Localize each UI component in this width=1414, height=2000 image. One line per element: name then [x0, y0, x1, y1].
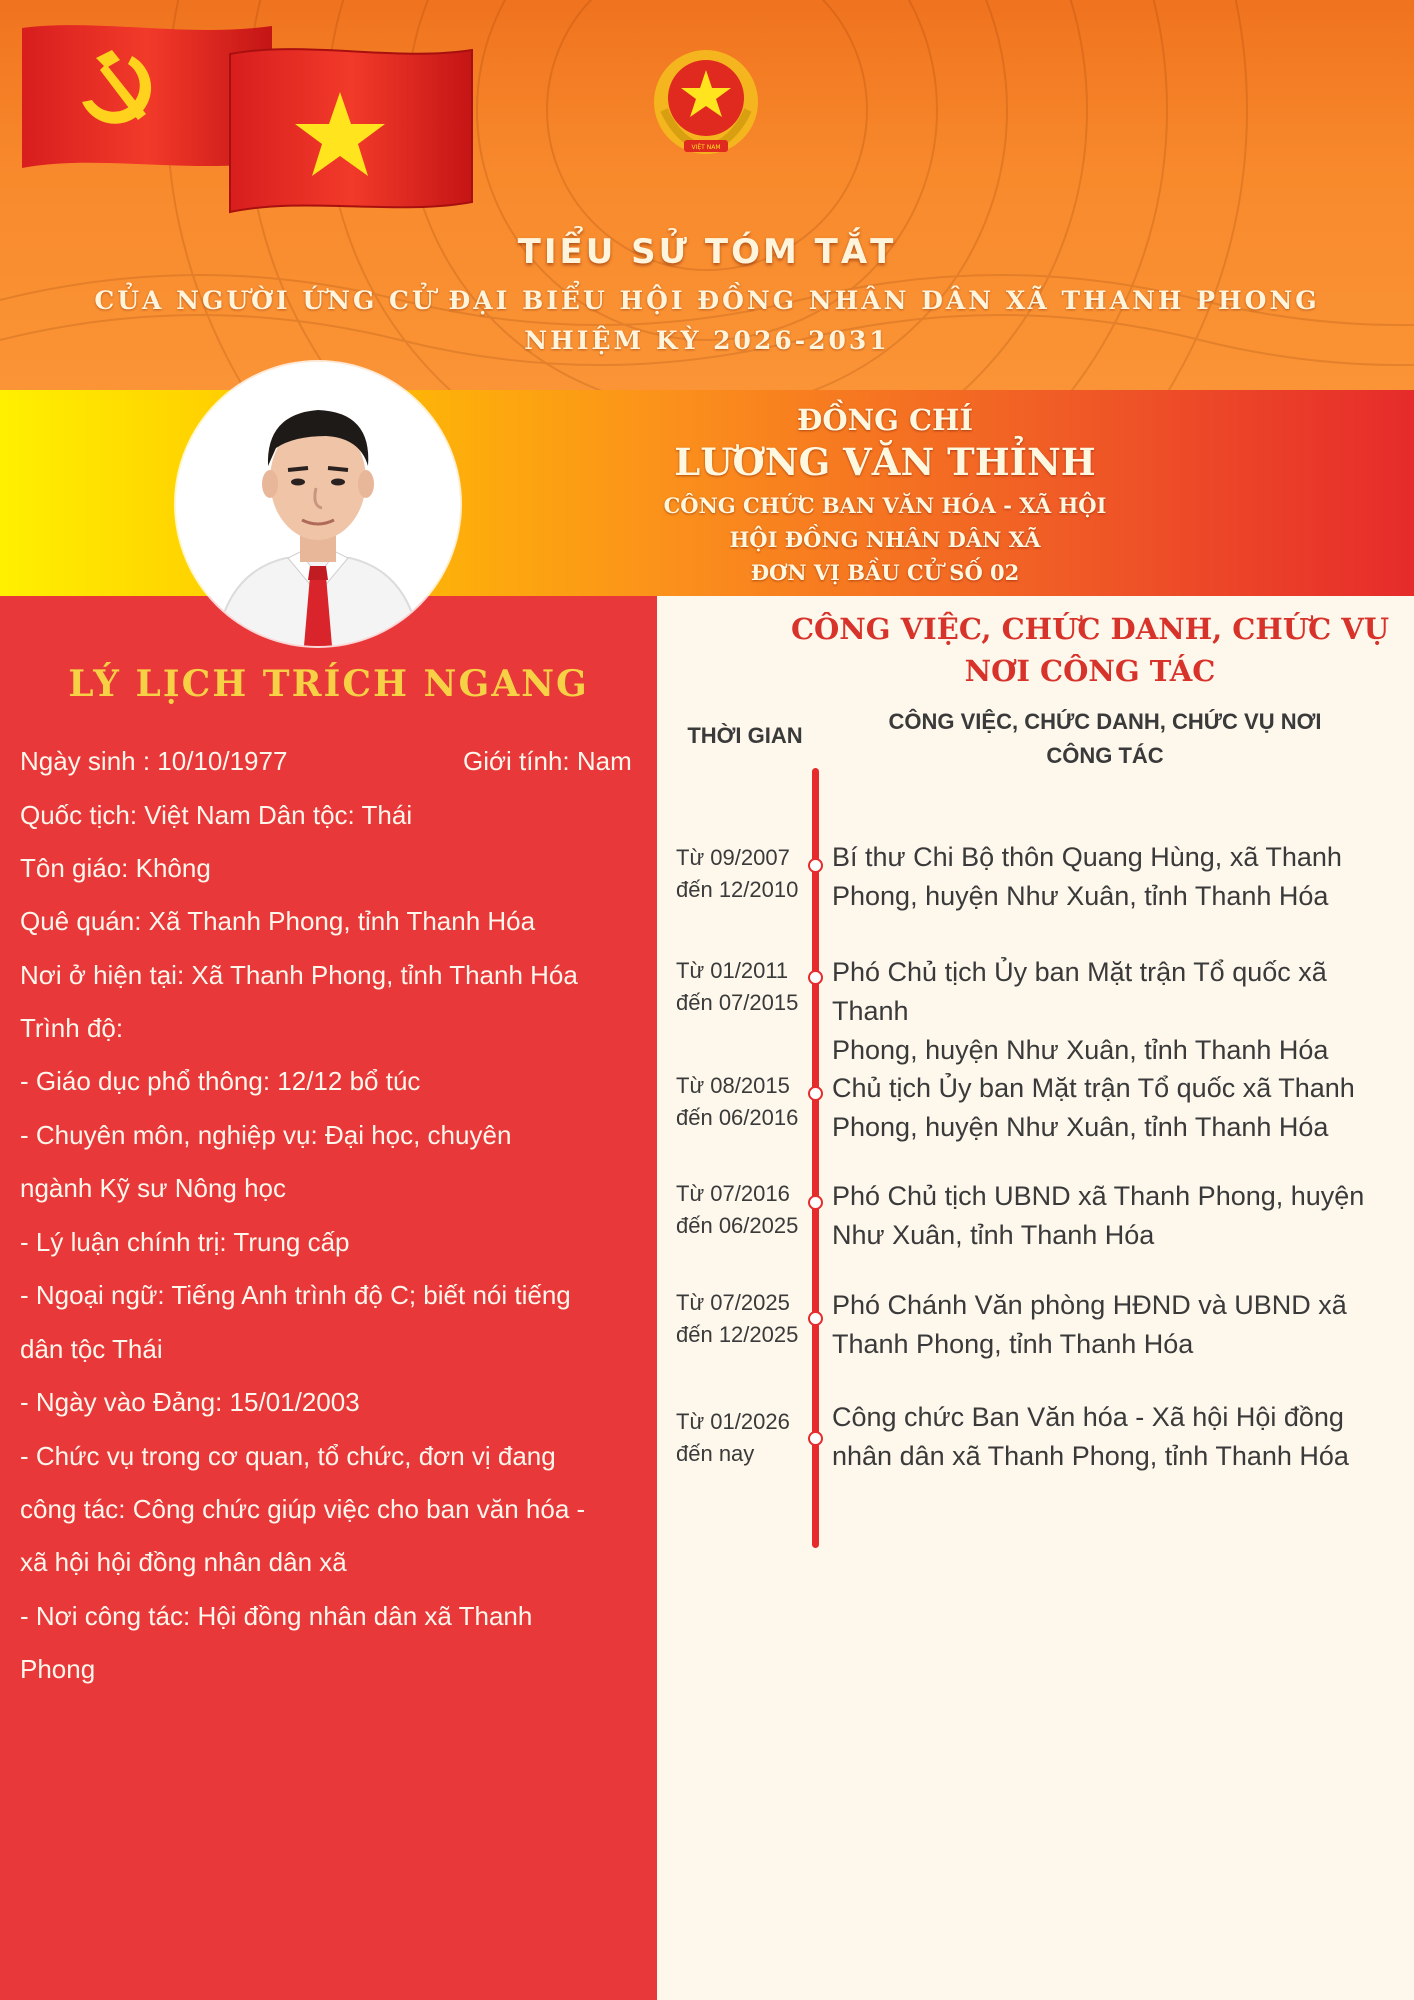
timeline-job [832, 1286, 1402, 1364]
date-to: đến 06/2025 [676, 1213, 799, 1238]
timeline-job [832, 1398, 1402, 1476]
info-line: công tác: Công chức giúp việc cho ban văn hóa - [20, 1494, 586, 1524]
info-line: xã hội hội đồng nhân dân xã [20, 1547, 347, 1577]
position-line: HỘI ĐỒNG NHÂN DÂN XÃ [729, 527, 1041, 552]
position-line: CÔNG CHỨC BAN VĂN HÓA - XÃ HỘI [663, 493, 1107, 518]
column-header-time: THỜI GIAN [687, 723, 803, 748]
career-heading: NƠI CÔNG TÁC [964, 654, 1216, 688]
date-from: Từ 01/2011 [676, 958, 789, 983]
timeline-dot [808, 1311, 823, 1326]
timeline-date [676, 1287, 810, 1351]
document-subtitle: CỦA NGƯỜI ỨNG CỬ ĐẠI BIỂU HỘI ĐỒNG NHÂN DÂN XÃ THANH PHONG [94, 286, 1320, 315]
info-line: - Ngày vào Đảng: 15/01/2003 [20, 1387, 360, 1417]
timeline-dot [808, 1431, 823, 1446]
career-heading: CÔNG VIỆC, CHỨC DANH, CHỨC VỤ [790, 612, 1390, 646]
info-line: ngành Kỹ sư Nông học [20, 1173, 287, 1203]
national-emblem-icon [650, 48, 762, 160]
info-line: dân tộc Thái [20, 1334, 163, 1364]
date-from: Từ 07/2025 [676, 1290, 790, 1315]
date-to: đến 12/2010 [676, 877, 799, 902]
job-line: Phong, huyện Như Xuân, tỉnh Thanh Hóa [832, 881, 1329, 911]
timeline-date [676, 955, 810, 1019]
info-line: Phong [20, 1654, 96, 1684]
date-from: Từ 09/2007 [676, 845, 790, 870]
timeline-dot [808, 1195, 823, 1210]
timeline-dot [808, 858, 823, 873]
column-header-job-line: CÔNG VIỆC, CHỨC DANH, CHỨC VỤ NƠI [888, 709, 1322, 734]
timeline-date [676, 1070, 810, 1134]
profile-heading: LÝ LỊCH TRÍCH NGANG [68, 663, 589, 705]
gender: Giới tính: Nam [463, 746, 632, 776]
header-banner [0, 0, 1414, 390]
birth-date: Ngày sinh : 10/10/1977 [20, 746, 288, 776]
timeline-dot [808, 970, 823, 985]
date-to: đến 12/2025 [676, 1322, 799, 1347]
timeline-job [832, 1069, 1402, 1147]
emblem-text: VIỆT NAM [691, 144, 721, 151]
vietnam-flag-icon [226, 40, 476, 220]
timeline-date [676, 842, 810, 906]
job-line: nhân dân xã Thanh Phong, tỉnh Thanh Hóa [832, 1441, 1349, 1471]
job-line: Phó Chánh Văn phòng HĐND và UBND xã [832, 1290, 1347, 1320]
job-line: Phong, huyện Như Xuân, tỉnh Thanh Hóa [832, 1112, 1329, 1142]
term-label: NHIỆM KỲ 2026-2031 [524, 326, 890, 355]
portrait-image [176, 362, 460, 646]
info-line: - Lý luận chính trị: Trung cấp [20, 1227, 350, 1257]
job-line: Phó Chủ tịch UBND xã Thanh Phong, huyện [832, 1181, 1365, 1211]
info-line: - Nơi công tác: Hội đồng nhân dân xã Thanh [20, 1601, 533, 1631]
date-to: đến 07/2015 [676, 990, 799, 1015]
info-line: - Ngoại ngữ: Tiếng Anh trình độ C; biết nói tiếng [20, 1280, 571, 1310]
column-header-job-line: CÔNG TÁC [1046, 743, 1164, 768]
timeline-job [832, 1177, 1402, 1255]
info-line: - Giáo dục phổ thông: 12/12 bổ túc [20, 1066, 421, 1096]
info-line: Tôn giáo: Không [20, 853, 211, 883]
job-line: Bí thư Chi Bộ thôn Quang Hùng, xã Thanh [832, 842, 1342, 872]
timeline-date [676, 1178, 810, 1242]
timeline-job [832, 953, 1402, 1070]
info-line: Trình độ: [20, 1013, 124, 1043]
timeline-job [832, 838, 1402, 916]
job-line: Phong, huyện Như Xuân, tỉnh Thanh Hóa [832, 1035, 1329, 1065]
timeline-date [676, 1406, 810, 1470]
timeline-dot [808, 1086, 823, 1101]
date-from: Từ 08/2015 [676, 1073, 790, 1098]
info-line: - Chuyên môn, nghiệp vụ: Đại học, chuyên [20, 1120, 512, 1150]
column-header-job [860, 705, 1350, 773]
date-from: Từ 07/2016 [676, 1181, 790, 1206]
date-to: đến 06/2016 [676, 1105, 799, 1130]
candidate-portrait [176, 362, 460, 646]
job-line: Như Xuân, tỉnh Thanh Hóa [832, 1220, 1155, 1250]
info-line: - Chức vụ trong cơ quan, tổ chức, đơn vị đang [20, 1441, 556, 1471]
candidate-name: LƯƠNG VĂN THỈNH [674, 440, 1096, 484]
job-line: Chủ tịch Ủy ban Mặt trận Tổ quốc xã Thanh [832, 1073, 1355, 1103]
salutation-label: ĐỒNG CHÍ [796, 403, 974, 437]
date-to: đến nay [676, 1441, 755, 1466]
info-line: Quê quán: Xã Thanh Phong, tỉnh Thanh Hóa [20, 906, 536, 936]
info-line: Quốc tịch: Việt Nam Dân tộc: Thái [20, 800, 413, 830]
document-title: TIỂU SỬ TÓM TẮT [517, 232, 897, 272]
date-from: Từ 01/2026 [676, 1409, 790, 1434]
position-line: ĐƠN VỊ BẦU CỬ SỐ 02 [750, 560, 1020, 585]
info-line: Nơi ở hiện tại: Xã Thanh Phong, tỉnh Thanh Hóa [20, 960, 578, 990]
job-line: Thanh Phong, tỉnh Thanh Hóa [832, 1329, 1194, 1359]
job-line: Phó Chủ tịch Ủy ban Mặt trận Tổ quốc xã Thanh [832, 957, 1327, 1026]
job-line: Công chức Ban Văn hóa - Xã hội Hội đồng [832, 1402, 1344, 1432]
